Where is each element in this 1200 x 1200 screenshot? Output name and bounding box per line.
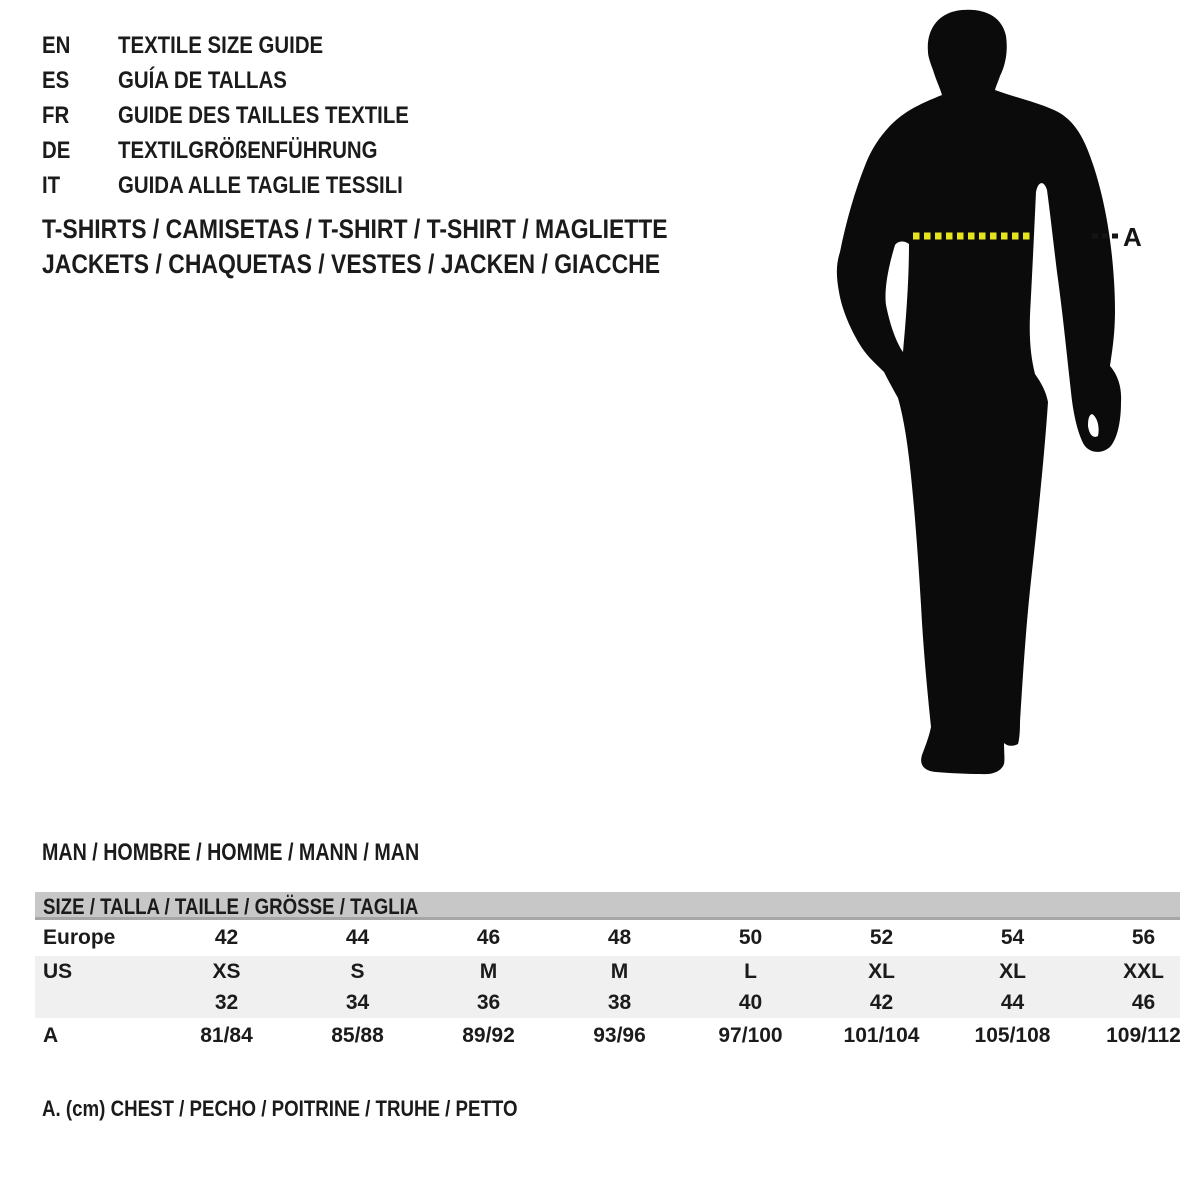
size-cell: 105/108 [974, 1024, 1051, 1047]
language-code-text: IT [42, 172, 61, 199]
row-label: A [43, 1024, 59, 1047]
language-code [42, 133, 118, 168]
size-cell: 54 [1000, 926, 1025, 949]
table-row-europe [35, 920, 1200, 956]
language-code [42, 28, 118, 63]
language-row [42, 28, 460, 63]
row-label: US [43, 960, 73, 983]
language-row [42, 168, 460, 203]
size-cell: 40 [738, 991, 763, 1014]
size-cell: M [479, 960, 498, 983]
man-silhouette-figure [820, 0, 1200, 800]
language-row [42, 98, 460, 133]
category-lines [42, 212, 778, 282]
language-row [42, 63, 460, 98]
section-title-man [42, 840, 502, 866]
row-label [35, 987, 161, 1018]
size-cell: 48 [607, 926, 632, 949]
language-title [118, 28, 359, 63]
language-title [118, 98, 460, 133]
size-cell: XL [868, 960, 895, 983]
measurement-note-text: A. (cm) CHEST / PECHO / POITRINE / TRUHE / PETTO [42, 1096, 518, 1121]
category-line-text: JACKETS / CHAQUETAS / VESTES / JACKEN / GIACCHE [42, 249, 661, 279]
man-silhouette [837, 10, 1121, 774]
language-code-text: ES [42, 67, 70, 94]
size-cell: L [744, 960, 757, 983]
language-code-text: EN [42, 32, 71, 59]
size-cell: 50 [738, 926, 763, 949]
row-label: Europe [43, 926, 116, 949]
size-cell: S [350, 960, 365, 983]
language-title-list [42, 28, 460, 203]
size-cell: M [610, 960, 629, 983]
language-row [42, 133, 460, 168]
size-cell: 34 [345, 991, 370, 1014]
category-line-tshirts [42, 212, 778, 247]
language-title-text: GUIDE DES TAILLES TEXTILE [118, 102, 409, 129]
size-cell: 44 [1000, 991, 1025, 1014]
striped-rows-band [35, 956, 1200, 1018]
size-cell: 42 [214, 926, 239, 949]
measure-label-a: A [1123, 222, 1142, 252]
size-cell: 97/100 [718, 1024, 783, 1047]
size-table [35, 892, 1200, 1054]
size-cell: 89/92 [462, 1024, 515, 1047]
size-cell: 85/88 [331, 1024, 384, 1047]
size-cell: XS [212, 960, 241, 983]
table-row-alt-sizes [35, 987, 1200, 1018]
language-title [118, 133, 423, 168]
section-title-text: MAN / HOMBRE / HOMME / MANN / MAN [42, 839, 420, 866]
size-cell: 81/84 [200, 1024, 253, 1047]
language-title [118, 168, 453, 203]
category-line-jackets [42, 247, 778, 282]
language-title-text: GUÍA DE TALLAS [118, 67, 287, 94]
size-cell: 93/96 [593, 1024, 646, 1047]
size-table-header [35, 892, 1200, 920]
category-line-text: T-SHIRTS / CAMISETAS / T-SHIRT / T-SHIRT / MAGLIETTE [42, 214, 668, 244]
size-cell: XXL [1123, 960, 1164, 983]
measurement-note [42, 1096, 601, 1122]
size-cell: 32 [214, 991, 239, 1014]
size-cell: 46 [1131, 991, 1156, 1014]
size-cell: 36 [476, 991, 501, 1014]
language-title [118, 63, 317, 98]
size-cell: 52 [869, 926, 894, 949]
size-cell: 46 [476, 926, 501, 949]
language-code-text: FR [42, 102, 70, 129]
size-cell: 42 [869, 991, 894, 1014]
size-cell: 38 [607, 991, 632, 1014]
size-cell: XL [999, 960, 1026, 983]
size-cell: 101/104 [843, 1024, 920, 1047]
language-title-text: TEXTILE SIZE GUIDE [118, 32, 324, 59]
table-row-chest-a [35, 1018, 1200, 1054]
size-cell: 109/112 [1106, 1024, 1181, 1047]
language-code [42, 98, 118, 133]
language-code [42, 168, 118, 203]
size-cell: 44 [345, 926, 370, 949]
language-code-text: DE [42, 137, 71, 164]
size-table-header-text: SIZE / TALLA / TAILLE / GRÖSSE / TAGLIA [43, 894, 419, 919]
size-cell: 56 [1131, 926, 1156, 949]
language-code [42, 63, 118, 98]
language-title-text: TEXTILGRÖßENFÜHRUNG [118, 137, 378, 164]
language-title-text: GUIDA ALLE TAGLIE TESSILI [118, 172, 403, 199]
table-row-us [35, 956, 1200, 987]
